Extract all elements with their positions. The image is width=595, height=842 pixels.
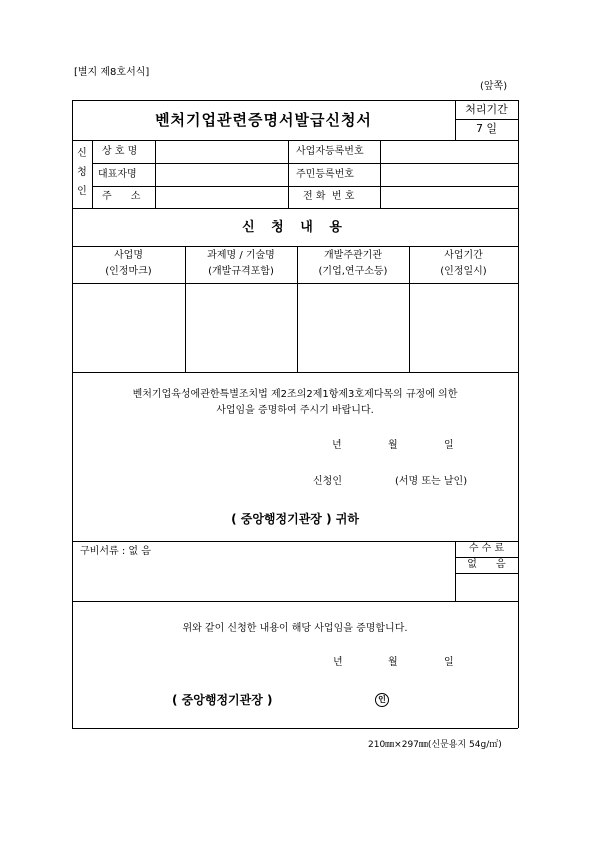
column-header-business-period: 사업기간 <box>444 250 483 261</box>
form-number: [별지 제8호서식] <box>74 67 150 78</box>
representative-label: 대표자명 <box>98 169 137 180</box>
business-reg-no-label: 사업자등록번호 <box>296 146 364 157</box>
statement-line-2: 사업임을 증명하여 주시기 바랍니다. <box>216 405 374 416</box>
business-name-field[interactable] <box>73 284 184 371</box>
date-day-label: 일 <box>444 440 454 451</box>
fee-label: 수 수 료 <box>468 543 505 554</box>
addressee: ( 중앙행정기관장 ) 귀하 <box>231 512 359 526</box>
statement-line-1: 벤처기업육성에관한특별조치법 제2조의2제1항제3호제다목의 규정에 의한 <box>132 389 458 400</box>
business-period-field[interactable] <box>410 284 517 371</box>
form-title: 벤처기업관련증명서발급신청서 <box>155 111 372 129</box>
column-header-lead-institution: 개발주관기관 <box>324 250 382 261</box>
certifying-authority: ( 중앙행정기관장 ) <box>172 693 273 707</box>
column-subheader-certification-date: (인정일시) <box>440 266 487 277</box>
business-reg-no-field[interactable] <box>381 141 517 162</box>
page-side-label: (앞쪽) <box>480 81 508 92</box>
column-header-project-name: 과제명 / 기술명 <box>207 250 275 261</box>
certification-date-year: 년 <box>333 657 343 668</box>
address-label: 주 소 <box>102 191 141 202</box>
resident-reg-no-label: 주민등록번호 <box>296 169 354 180</box>
company-name-field[interactable] <box>156 141 287 162</box>
company-name-label: 상 호 명 <box>102 146 138 157</box>
certification-text: 위와 같이 신청한 내용이 해당 사업임을 증명합니다. <box>182 623 408 634</box>
certification-date-month: 월 <box>388 657 398 668</box>
column-subheader-institution-type: (기업,연구소등) <box>318 266 388 277</box>
column-header-business-name: 사업명 <box>114 250 143 261</box>
date-year-label: 년 <box>332 440 342 451</box>
column-subheader-spec: (개발규격포함) <box>208 266 274 277</box>
processing-period-label: 처리기간 <box>465 103 508 116</box>
address-field[interactable] <box>156 187 287 207</box>
project-name-field[interactable] <box>186 284 296 371</box>
application-section-title: 신 청 내 용 <box>242 220 348 235</box>
lead-institution-field[interactable] <box>298 284 408 371</box>
phone-label: 전 화 번 호 <box>303 191 355 202</box>
applicant-signature-label: 신청인 <box>313 476 342 487</box>
phone-field[interactable] <box>381 187 517 207</box>
signature-note: (서명 또는 날인) <box>395 476 468 487</box>
seal-mark: 인 <box>375 693 389 707</box>
date-month-label: 월 <box>388 440 398 451</box>
required-documents: 구비서류 : 없 음 <box>80 546 151 557</box>
representative-field[interactable] <box>156 164 287 185</box>
fee-value: 없 음 <box>467 559 506 570</box>
certification-date-day: 일 <box>444 657 454 668</box>
column-subheader-certification-mark: (인정마크) <box>105 266 152 277</box>
processing-period-value: 7 일 <box>475 122 498 135</box>
resident-reg-no-field[interactable] <box>381 164 517 185</box>
paper-spec-footer: 210㎜×297㎜(신문용지 54g/㎡) <box>368 740 502 750</box>
